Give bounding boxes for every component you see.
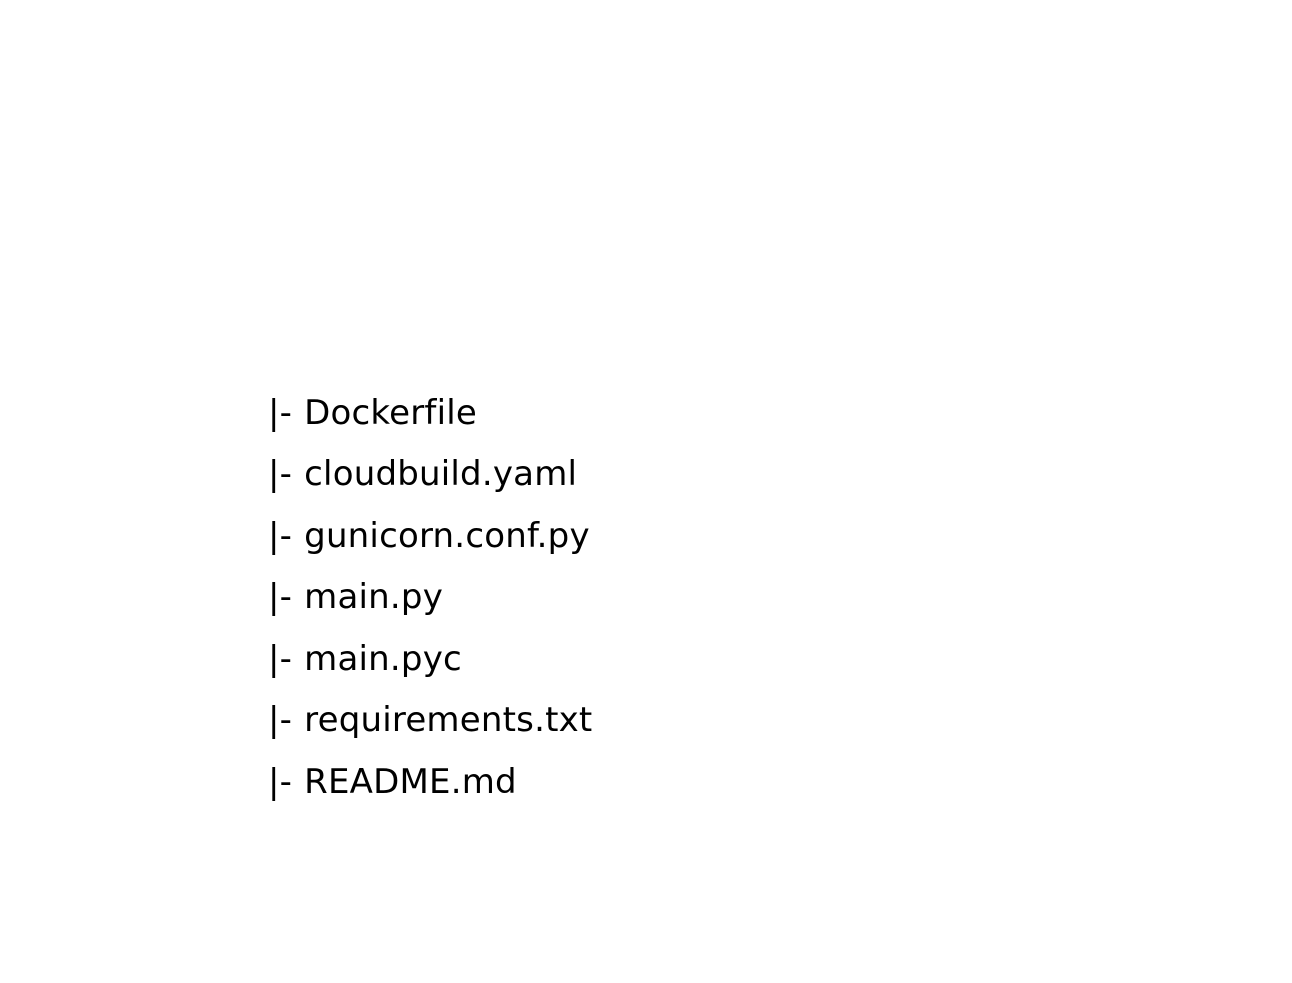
file-tree-line [224,321,592,433]
file-name: Dockerfile [304,392,477,433]
tree-branch-prefix: |- [268,761,293,802]
file-name: cloudbuild.yaml [304,454,578,494]
tree-branch-prefix: |- [268,392,293,433]
file-name: main.py [304,577,444,617]
file-name: README.md [304,761,517,802]
tree-branch-prefix: |- [268,515,293,556]
file-name: gunicorn.conf.py [304,515,590,556]
tree-branch-prefix: |- [268,638,293,679]
file-name: requirements.txt [304,700,593,740]
tree-branch-prefix: |- [268,454,293,494]
tree-branch-prefix: |- [268,700,293,740]
file-name: main.pyc [304,638,462,679]
tree-branch-prefix: |- [268,577,293,617]
file-tree [224,198,593,802]
